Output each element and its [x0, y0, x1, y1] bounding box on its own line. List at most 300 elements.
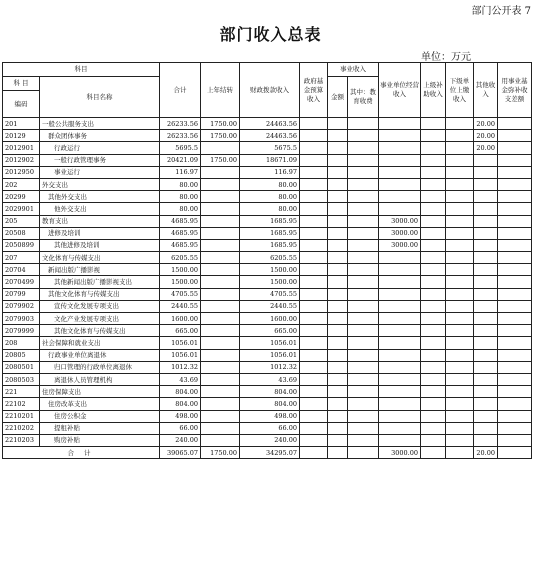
cell-edu [348, 239, 379, 251]
row-code: 2050899 [3, 239, 40, 251]
cell-fiscal: 498.00 [240, 410, 300, 422]
cell-edu [348, 130, 379, 142]
row-code: 208 [3, 337, 40, 349]
total-edu [348, 447, 379, 459]
cell-carry [201, 398, 240, 410]
cell-oper [379, 142, 421, 154]
cell-fiscal: 24463.56 [240, 130, 300, 142]
header-upper-sub: 上级补助收入 [421, 63, 446, 118]
cell-fund [300, 422, 328, 434]
table-row [3, 239, 532, 251]
cell-total: 1056.01 [160, 349, 201, 361]
cell-carry [201, 410, 240, 422]
cell-total: 498.00 [160, 410, 201, 422]
cell-lower [446, 203, 474, 215]
row-code: 20299 [3, 191, 40, 203]
cell-fund [300, 130, 328, 142]
cell-carry [201, 325, 240, 337]
cell-biz [328, 264, 348, 276]
cell-fiscal: 116.97 [240, 166, 300, 178]
cell-fund-use [498, 227, 532, 239]
cell-total: 116.97 [160, 166, 201, 178]
row-code: 20805 [3, 349, 40, 361]
cell-oper [379, 203, 421, 215]
row-code: 205 [3, 215, 40, 227]
cell-oper [379, 252, 421, 264]
cell-upper [421, 398, 446, 410]
cell-total: 2440.55 [160, 300, 201, 312]
cell-fund-use [498, 361, 532, 373]
row-code: 201 [3, 118, 40, 130]
cell-fund [300, 410, 328, 422]
row-name: 进修及培训 [40, 227, 160, 239]
cell-fund-use [498, 434, 532, 446]
cell-upper [421, 349, 446, 361]
cell-biz [328, 434, 348, 446]
cell-fiscal: 240.00 [240, 434, 300, 446]
row-name: 住房改革支出 [40, 398, 160, 410]
cell-other [474, 398, 498, 410]
cell-fund-use [498, 337, 532, 349]
row-name: 新闻出版广播影视 [40, 264, 160, 276]
cell-total: 5695.5 [160, 142, 201, 154]
cell-oper [379, 130, 421, 142]
cell-oper: 3000.00 [379, 215, 421, 227]
cell-fund [300, 166, 328, 178]
cell-upper [421, 142, 446, 154]
header-carryover: 上年结转 [201, 63, 240, 118]
cell-fiscal: 6205.55 [240, 252, 300, 264]
cell-fund [300, 215, 328, 227]
cell-upper [421, 410, 446, 422]
cell-upper [421, 203, 446, 215]
cell-edu [348, 300, 379, 312]
cell-upper [421, 227, 446, 239]
cell-biz [328, 337, 348, 349]
cell-upper [421, 118, 446, 130]
row-code: 2210201 [3, 410, 40, 422]
cell-fund-use [498, 130, 532, 142]
cell-fund-use [498, 300, 532, 312]
cell-upper [421, 166, 446, 178]
cell-other [474, 349, 498, 361]
revenue-table [2, 62, 532, 459]
cell-edu [348, 142, 379, 154]
cell-upper [421, 313, 446, 325]
cell-fund [300, 288, 328, 300]
header-subject-sub: 科 目 [3, 77, 40, 91]
table-row [3, 191, 532, 203]
cell-fiscal: 2440.55 [240, 300, 300, 312]
table-row [3, 288, 532, 300]
table-row [3, 361, 532, 373]
row-code: 20704 [3, 264, 40, 276]
cell-other [474, 166, 498, 178]
cell-lower [446, 227, 474, 239]
cell-fiscal: 80.00 [240, 178, 300, 190]
cell-oper [379, 337, 421, 349]
total-oper: 3000.00 [379, 447, 421, 459]
cell-fiscal: 80.00 [240, 191, 300, 203]
cell-edu [348, 276, 379, 288]
cell-fund [300, 300, 328, 312]
cell-lower [446, 361, 474, 373]
total-total: 39065.07 [160, 447, 201, 459]
cell-biz [328, 398, 348, 410]
cell-lower [446, 422, 474, 434]
cell-fund [300, 337, 328, 349]
cell-other [474, 361, 498, 373]
cell-upper [421, 300, 446, 312]
row-code: 2070499 [3, 276, 40, 288]
cell-lower [446, 215, 474, 227]
header-subject: 科目 [3, 63, 160, 77]
cell-total: 26233.56 [160, 118, 201, 130]
cell-oper [379, 264, 421, 276]
table-row [3, 410, 532, 422]
cell-lower [446, 434, 474, 446]
cell-other [474, 154, 498, 166]
row-code: 2012901 [3, 142, 40, 154]
row-code: 221 [3, 386, 40, 398]
cell-fund [300, 373, 328, 385]
cell-fiscal: 665.00 [240, 325, 300, 337]
total-fiscal: 34295.07 [240, 447, 300, 459]
cell-carry [201, 178, 240, 190]
cell-lower [446, 239, 474, 251]
cell-carry [201, 434, 240, 446]
cell-edu [348, 422, 379, 434]
cell-lower [446, 337, 474, 349]
cell-lower [446, 178, 474, 190]
cell-fiscal: 66.00 [240, 422, 300, 434]
table-row [3, 203, 532, 215]
row-name: 其他进修及培训 [40, 239, 160, 251]
cell-biz [328, 288, 348, 300]
header-lower-pay: 下级单位上缴收入 [446, 63, 474, 118]
cell-biz [328, 166, 348, 178]
cell-fund [300, 386, 328, 398]
cell-fund-use [498, 386, 532, 398]
cell-upper [421, 178, 446, 190]
cell-lower [446, 276, 474, 288]
cell-carry [201, 313, 240, 325]
cell-oper [379, 410, 421, 422]
cell-upper [421, 373, 446, 385]
row-code: 22102 [3, 398, 40, 410]
cell-fund [300, 252, 328, 264]
total-fund [300, 447, 328, 459]
cell-total: 804.00 [160, 386, 201, 398]
cell-lower [446, 386, 474, 398]
cell-lower [446, 313, 474, 325]
cell-other [474, 252, 498, 264]
cell-edu [348, 215, 379, 227]
cell-fund-use [498, 276, 532, 288]
cell-oper [379, 118, 421, 130]
cell-fund [300, 203, 328, 215]
row-name: 行政事业单位离退休 [40, 349, 160, 361]
cell-edu [348, 410, 379, 422]
cell-total: 80.00 [160, 203, 201, 215]
cell-fiscal: 1500.00 [240, 264, 300, 276]
table-row [3, 264, 532, 276]
totals-label: 合 计 [3, 447, 160, 459]
cell-fiscal: 18671.09 [240, 154, 300, 166]
row-name: 购房补贴 [40, 434, 160, 446]
cell-fiscal: 1685.95 [240, 227, 300, 239]
table-row [3, 215, 532, 227]
cell-biz [328, 422, 348, 434]
cell-fiscal: 1685.95 [240, 215, 300, 227]
cell-total: 4685.95 [160, 239, 201, 251]
row-name: 他外交支出 [40, 203, 160, 215]
cell-fund-use [498, 422, 532, 434]
cell-oper: 3000.00 [379, 227, 421, 239]
cell-carry [201, 215, 240, 227]
table-row [3, 300, 532, 312]
cell-other [474, 288, 498, 300]
row-code: 2210203 [3, 434, 40, 446]
cell-fiscal: 1056.01 [240, 349, 300, 361]
cell-carry [201, 300, 240, 312]
header-code: 编码 [3, 91, 40, 118]
table-row [3, 130, 532, 142]
cell-fiscal: 1600.00 [240, 313, 300, 325]
cell-edu [348, 227, 379, 239]
row-name: 归口管理的行政单位离退休 [40, 361, 160, 373]
header-biz-edu: 其中：教育收费 [348, 77, 379, 118]
cell-other [474, 276, 498, 288]
cell-lower [446, 288, 474, 300]
header-fiscal: 财政拨款收入 [240, 63, 300, 118]
cell-biz [328, 130, 348, 142]
cell-total: 80.00 [160, 191, 201, 203]
cell-oper [379, 166, 421, 178]
cell-edu [348, 203, 379, 215]
cell-fund-use [498, 191, 532, 203]
cell-edu [348, 398, 379, 410]
cell-upper [421, 239, 446, 251]
cell-oper [379, 288, 421, 300]
cell-oper [379, 361, 421, 373]
table-row [3, 422, 532, 434]
cell-other [474, 239, 498, 251]
cell-fiscal: 4705.55 [240, 288, 300, 300]
row-name: 教育支出 [40, 215, 160, 227]
cell-upper [421, 191, 446, 203]
cell-fund [300, 178, 328, 190]
row-name: 行政运行 [40, 142, 160, 154]
cell-lower [446, 252, 474, 264]
row-name: 住房公积金 [40, 410, 160, 422]
cell-fiscal: 1500.00 [240, 276, 300, 288]
cell-biz [328, 191, 348, 203]
row-code: 2079902 [3, 300, 40, 312]
table-row [3, 118, 532, 130]
cell-upper [421, 154, 446, 166]
cell-total: 804.00 [160, 398, 201, 410]
row-code: 2079903 [3, 313, 40, 325]
cell-fiscal: 24463.56 [240, 118, 300, 130]
cell-total: 1056.01 [160, 337, 201, 349]
cell-edu [348, 264, 379, 276]
cell-other [474, 178, 498, 190]
cell-fund [300, 118, 328, 130]
totals-row [3, 447, 532, 459]
table-row [3, 166, 532, 178]
table-row [3, 373, 532, 385]
table-row [3, 398, 532, 410]
cell-upper [421, 130, 446, 142]
row-name: 文化体育与传媒支出 [40, 252, 160, 264]
cell-fund [300, 154, 328, 166]
cell-upper [421, 215, 446, 227]
cell-other [474, 410, 498, 422]
cell-biz [328, 276, 348, 288]
cell-biz [328, 325, 348, 337]
cell-oper [379, 398, 421, 410]
cell-fund-use [498, 118, 532, 130]
cell-fiscal: 43.69 [240, 373, 300, 385]
cell-fund [300, 349, 328, 361]
cell-total: 4685.95 [160, 227, 201, 239]
cell-lower [446, 300, 474, 312]
cell-fund [300, 361, 328, 373]
cell-biz [328, 361, 348, 373]
cell-other [474, 386, 498, 398]
cell-lower [446, 130, 474, 142]
cell-edu [348, 118, 379, 130]
cell-lower [446, 349, 474, 361]
row-name: 住房保障支出 [40, 386, 160, 398]
cell-biz [328, 118, 348, 130]
total-carry: 1750.00 [201, 447, 240, 459]
cell-carry [201, 191, 240, 203]
cell-total: 43.69 [160, 373, 201, 385]
cell-total: 1500.00 [160, 276, 201, 288]
cell-fund [300, 325, 328, 337]
cell-lower [446, 191, 474, 203]
cell-oper [379, 178, 421, 190]
row-name: 一般公共服务支出 [40, 118, 160, 130]
cell-total: 665.00 [160, 325, 201, 337]
cell-carry [201, 142, 240, 154]
table-row [3, 434, 532, 446]
row-name: 离退休人员管理机构 [40, 373, 160, 385]
row-name: 提租补贴 [40, 422, 160, 434]
table-row [3, 227, 532, 239]
cell-biz [328, 203, 348, 215]
row-name: 社会保障和就业支出 [40, 337, 160, 349]
row-name: 一般行政管理事务 [40, 154, 160, 166]
cell-lower [446, 154, 474, 166]
cell-biz [328, 154, 348, 166]
cell-biz [328, 215, 348, 227]
row-name: 其他外交支出 [40, 191, 160, 203]
cell-biz [328, 349, 348, 361]
row-name: 其他新闻出版广播影视支出 [40, 276, 160, 288]
cell-carry [201, 337, 240, 349]
cell-edu [348, 325, 379, 337]
row-name: 其他文化体育与传媒支出 [40, 288, 160, 300]
cell-upper [421, 337, 446, 349]
cell-carry [201, 276, 240, 288]
cell-other: 20.00 [474, 130, 498, 142]
cell-fiscal: 5675.5 [240, 142, 300, 154]
cell-carry [201, 264, 240, 276]
cell-edu [348, 178, 379, 190]
cell-edu [348, 313, 379, 325]
cell-lower [446, 325, 474, 337]
row-code: 2080503 [3, 373, 40, 385]
row-name: 外交支出 [40, 178, 160, 190]
cell-fund-use [498, 349, 532, 361]
cell-other [474, 300, 498, 312]
cell-other [474, 373, 498, 385]
cell-oper [379, 422, 421, 434]
total-upper [421, 447, 446, 459]
cell-fund-use [498, 325, 532, 337]
row-code: 2080501 [3, 361, 40, 373]
cell-oper: 3000.00 [379, 239, 421, 251]
table-row [3, 276, 532, 288]
cell-fund-use [498, 410, 532, 422]
header-fund-use: 用事业基金弥补收支差额 [498, 63, 532, 118]
cell-fiscal: 1685.95 [240, 239, 300, 251]
cell-upper [421, 361, 446, 373]
row-code: 2079999 [3, 325, 40, 337]
cell-edu [348, 373, 379, 385]
row-code: 20508 [3, 227, 40, 239]
cell-carry [201, 288, 240, 300]
cell-edu [348, 252, 379, 264]
table-row [3, 313, 532, 325]
cell-oper [379, 386, 421, 398]
cell-fund-use [498, 215, 532, 227]
cell-fund [300, 276, 328, 288]
cell-carry [201, 252, 240, 264]
row-code: 207 [3, 252, 40, 264]
table-row [3, 142, 532, 154]
cell-other [474, 227, 498, 239]
table-row [3, 337, 532, 349]
header-fund: 政府基金预算收入 [300, 63, 328, 118]
cell-fund-use [498, 264, 532, 276]
row-code: 2029901 [3, 203, 40, 215]
header-total: 合计 [160, 63, 201, 118]
cell-lower [446, 398, 474, 410]
cell-fund-use [498, 203, 532, 215]
cell-fiscal: 1056.01 [240, 337, 300, 349]
cell-carry [201, 373, 240, 385]
unit-label: 单位：万元 [421, 52, 471, 63]
cell-lower [446, 410, 474, 422]
cell-edu [348, 361, 379, 373]
cell-fund-use [498, 166, 532, 178]
row-name: 文化产业发展专项支出 [40, 313, 160, 325]
cell-lower [446, 264, 474, 276]
cell-biz [328, 373, 348, 385]
cell-fund-use [498, 252, 532, 264]
row-name: 其他文化体育与传媒支出 [40, 325, 160, 337]
cell-biz [328, 386, 348, 398]
cell-oper [379, 349, 421, 361]
cell-total: 1500.00 [160, 264, 201, 276]
header-business: 事业收入 [328, 63, 379, 77]
cell-upper [421, 434, 446, 446]
cell-carry [201, 203, 240, 215]
